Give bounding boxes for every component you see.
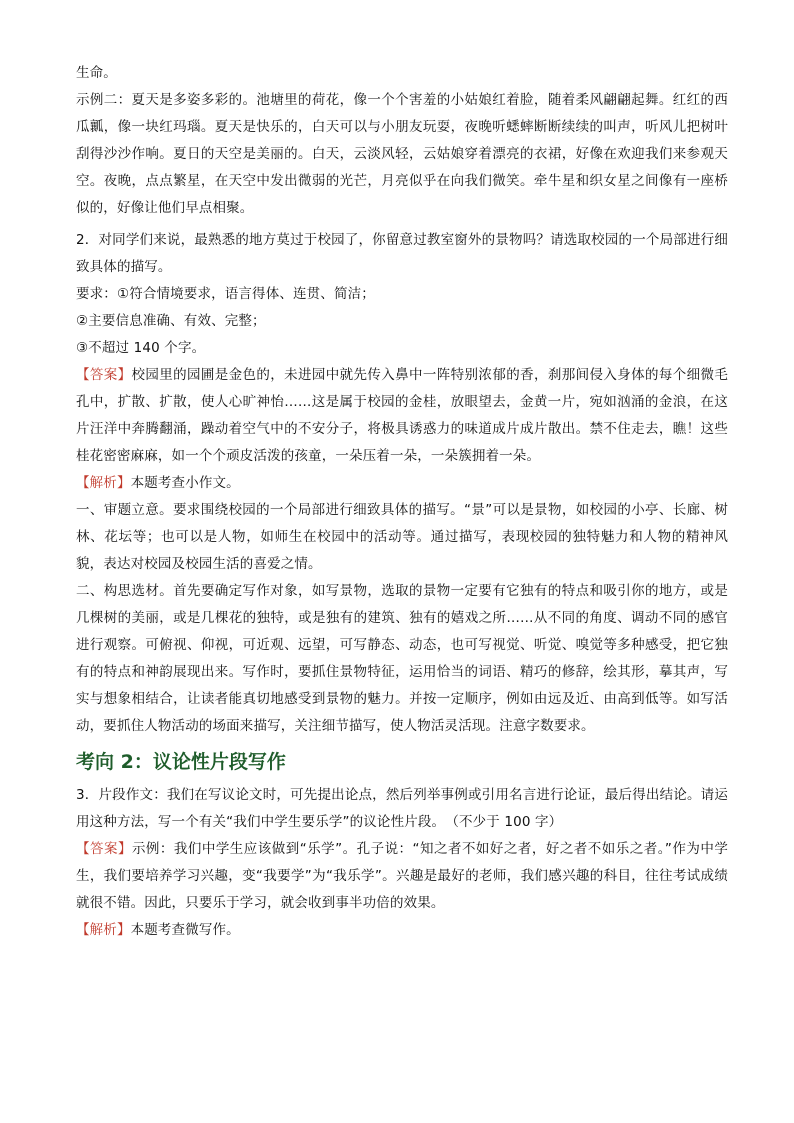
analysis-2: [76, 470, 728, 497]
analysis-tag: 【解析】: [76, 922, 131, 938]
requirement-3: ③不超过 140 个字。: [76, 340, 206, 356]
answer-2: [76, 362, 728, 470]
paragraph-continuation: 生命。: [76, 65, 117, 81]
analysis-tag: 【解析】: [76, 475, 131, 491]
section-heading: 考向 2：议论性片段写作: [76, 751, 286, 773]
analysis-2-point-1: 一、审题立意。要求围绕校园的一个局部进行细致具体的描写。“景”可以是景物，如校园的小亭、长廊、树林、花坛等；也可以是人物，如师生在校园中的活动等。通过描写，表现校园的独特魅力和人物的精神风貌，表达对校园及校园生活的喜爱之情。: [76, 502, 728, 572]
answer-3-text: 示例：我们中学生应该做到“乐学”。孔子说：“知之者不如好之者，好之者不如乐之者。”作为中学生，我们要培养学习兴趣，变“我要学”为“我乐学”。兴趣是最好的老师，我们感兴趣的科目，往往考试成绩就很不错。因此，只要乐于学习，就会收到事半功倍的效果。: [76, 841, 728, 911]
answer-tag: 【答案】: [76, 841, 132, 857]
requirement-1: 要求：①符合情境要求，语言得体、连贯、简洁；: [76, 286, 375, 302]
answer-3: [76, 836, 728, 917]
document-page: [76, 60, 728, 944]
analysis-3: [76, 917, 728, 944]
question-2: 2．对同学们来说，最熟悉的地方莫过于校园了，你留意过教室窗外的景物吗？请选取校园的一个局部进行细致具体的描写。: [76, 232, 728, 275]
analysis-2-text: 本题考查小作文。: [130, 475, 240, 491]
answer-2-text: 校园里的园圃是金色的，未进园中就先传入鼻中一阵特别浓郁的香，刹那间侵入身体的每个细微毛孔中，扩散、扩散，使人心旷神怡……这是属于校园的金桂，放眼望去，金黄一片，宛如汹涌的金浪，在这片汪洋中奔腾翻涌，躁动着空气中的不安分子，将极具诱惑力的味道成片成片散出。禁不住走去，瞧！这些桂花密密麻麻，如一个个顽皮活泼的孩童，一朵压着一朵，一朵簇拥着一朵。: [76, 367, 728, 464]
requirement-2: ②主要信息准确、有效、完整；: [76, 313, 266, 329]
example-two-paragraph: 示例二：夏天是多姿多彩的。池塘里的荷花，像一个个害羞的小姑娘红着脸，随着柔风翩翩起舞。红红的西瓜瓤，像一块红玛瑙。夏天是快乐的，白天可以与小朋友玩耍，夜晚听蟋蟀断断续续的叫声，听风儿把树叶刮得沙沙作响。夏日的天空是美丽的。白天，云淡风轻，云姑娘穿着漂亮的衣裙，好像在欢迎我们来参观天空。夜晚，点点繁星，在天空中发出微弱的光芒，月亮似乎在向我们微笑。牵牛星和织女星之间像有一座桥似的，好像让他们早点相聚。: [76, 92, 728, 216]
answer-tag: 【答案】: [76, 367, 132, 383]
analysis-2-point-2: 二、构思选材。首先要确定写作对象，如写景物，选取的景物一定要有它独有的特点和吸引你的地方，或是几棵树的美丽，或是几棵花的独特，或是独有的建筑、独有的嬉戏之所……从不同的角度、调动不同的感官进行观察。可俯视、仰视，可近观、远望，可写静态、动态，也可写视觉、听觉、嗅觉等多种感受，把它独有的特点和神韵展现出来。写作时，要抓住景物特征，运用恰当的词语、精巧的修辞，绘其形，摹其声，写实与想象相结合，让读者能真切地感受到景物的魅力。并按一定顺序，例如由远及近、由高到低等。如写活动，要抓住人物活动的场面来描写，关注细节描写，使人物活灵活现。注意字数要求。: [76, 583, 728, 734]
question-3: 3．片段作文：我们在写议论文时，可先提出论点，然后列举事例或引用名言进行论证，最后得出结论。请运用这种方法，写一个有关“我们中学生要乐学”的议论性片段。 （不少于 100 字）: [76, 787, 728, 830]
analysis-3-text: 本题考查微写作。: [130, 922, 240, 938]
